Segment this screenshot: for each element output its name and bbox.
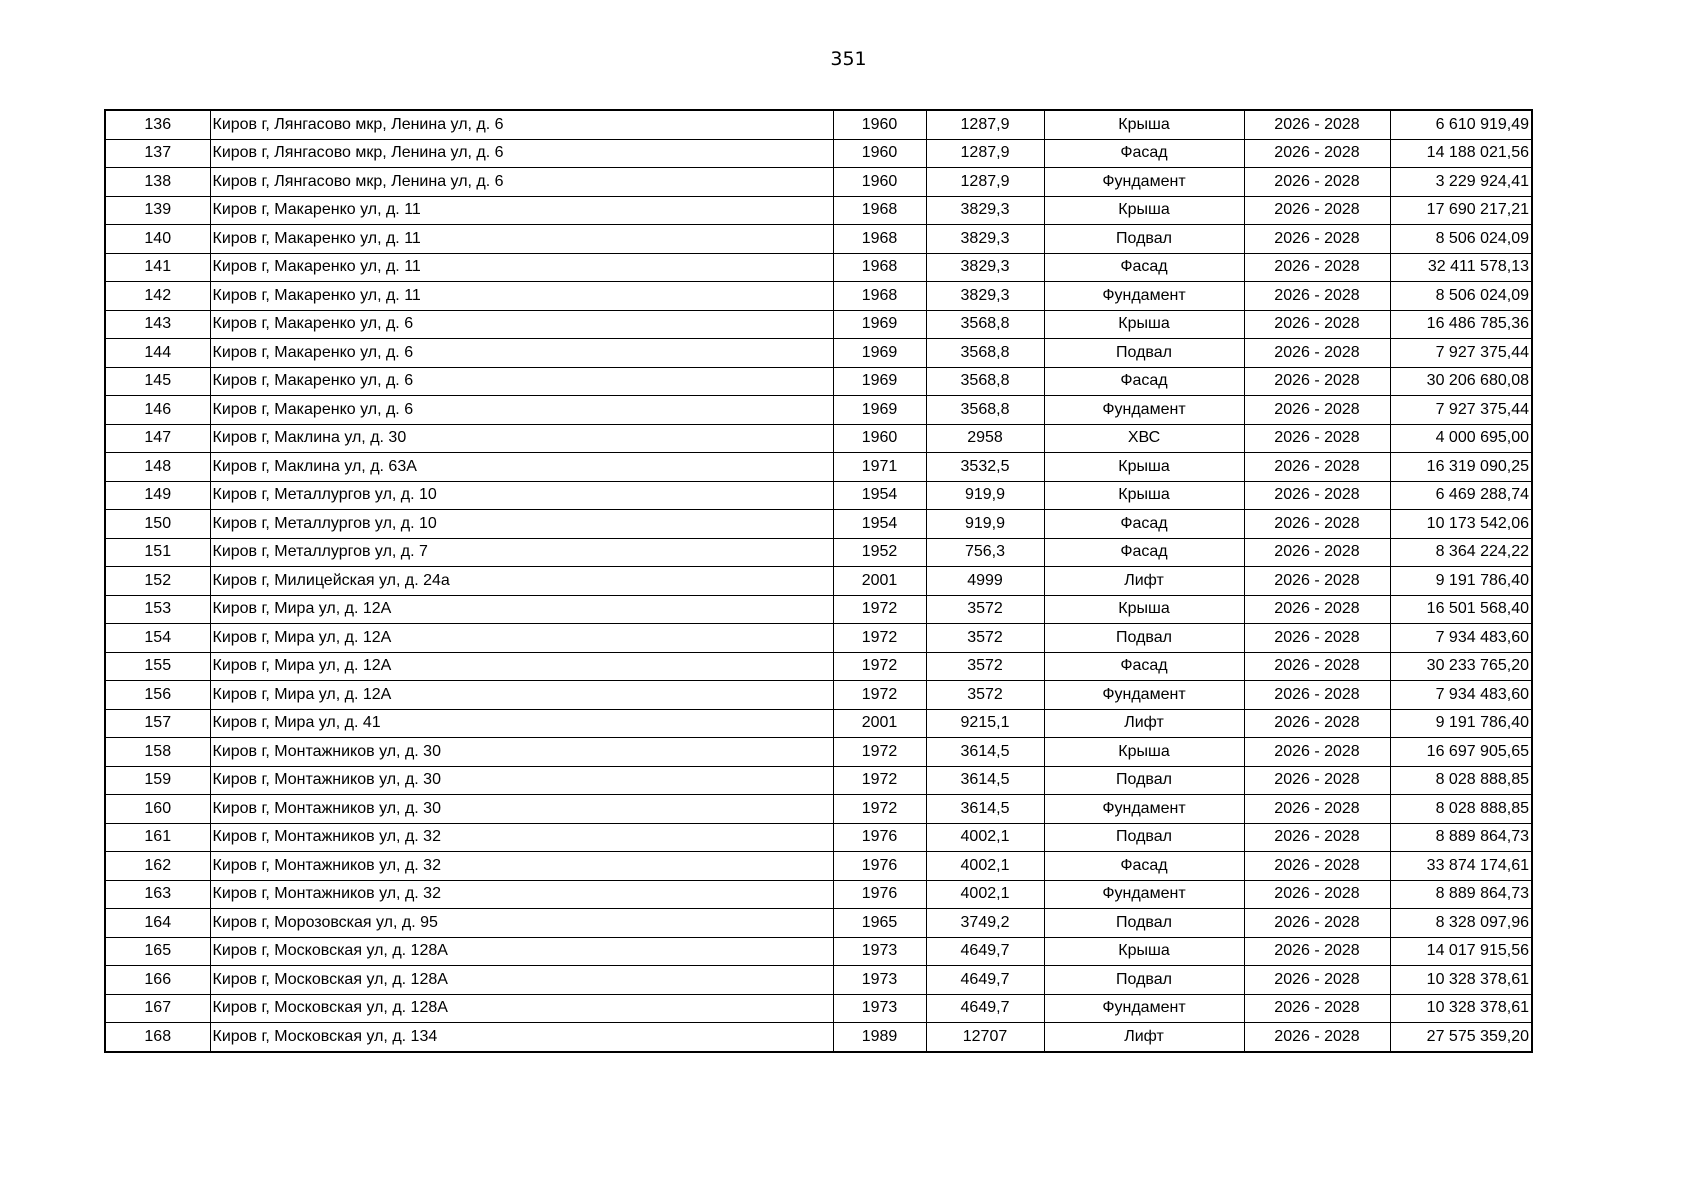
- period-cell: 2026 - 2028: [1244, 1023, 1390, 1052]
- area-cell: 756,3: [926, 538, 1044, 567]
- area-cell: 3614,5: [926, 738, 1044, 767]
- table-row: [105, 196, 1532, 225]
- address-cell: Киров г, Макаренко ул, д. 11: [210, 282, 833, 311]
- period-cell: 2026 - 2028: [1244, 909, 1390, 938]
- cost-cell: 8 028 888,85: [1390, 766, 1532, 795]
- row-number-cell: 164: [105, 909, 210, 938]
- area-cell: 1287,9: [926, 110, 1044, 139]
- cost-cell: 16 319 090,25: [1390, 453, 1532, 482]
- work-type-cell: Фасад: [1044, 852, 1244, 881]
- cost-cell: 8 506 024,09: [1390, 225, 1532, 254]
- year-built-cell: 1972: [833, 652, 926, 681]
- row-number-cell: 168: [105, 1023, 210, 1052]
- cost-cell: 3 229 924,41: [1390, 168, 1532, 197]
- table-row: [105, 396, 1532, 425]
- cost-cell: 30 233 765,20: [1390, 652, 1532, 681]
- work-type-cell: Подвал: [1044, 909, 1244, 938]
- address-cell: Киров г, Морозовская ул, д. 95: [210, 909, 833, 938]
- period-cell: 2026 - 2028: [1244, 738, 1390, 767]
- address-cell: Киров г, Лянгасово мкр, Ленина ул, д. 6: [210, 139, 833, 168]
- address-cell: Киров г, Московская ул, д. 128А: [210, 994, 833, 1023]
- row-number-cell: 151: [105, 538, 210, 567]
- cost-cell: 8 364 224,22: [1390, 538, 1532, 567]
- table-row: [105, 681, 1532, 710]
- area-cell: 4002,1: [926, 880, 1044, 909]
- address-cell: Киров г, Макаренко ул, д. 6: [210, 310, 833, 339]
- area-cell: 9215,1: [926, 709, 1044, 738]
- row-number-cell: 162: [105, 852, 210, 881]
- address-cell: Киров г, Лянгасово мкр, Ленина ул, д. 6: [210, 110, 833, 139]
- table-row: [105, 481, 1532, 510]
- year-built-cell: 1960: [833, 424, 926, 453]
- address-cell: Киров г, Милицейская ул, д. 24а: [210, 567, 833, 596]
- year-built-cell: 1972: [833, 624, 926, 653]
- row-number-cell: 138: [105, 168, 210, 197]
- work-type-cell: Крыша: [1044, 595, 1244, 624]
- row-number-cell: 167: [105, 994, 210, 1023]
- year-built-cell: 1960: [833, 110, 926, 139]
- work-type-cell: Крыша: [1044, 310, 1244, 339]
- table-row: [105, 168, 1532, 197]
- period-cell: 2026 - 2028: [1244, 823, 1390, 852]
- address-cell: Киров г, Макаренко ул, д. 6: [210, 367, 833, 396]
- cost-cell: 16 486 785,36: [1390, 310, 1532, 339]
- row-number-cell: 163: [105, 880, 210, 909]
- row-number-cell: 161: [105, 823, 210, 852]
- cost-cell: 10 173 542,06: [1390, 510, 1532, 539]
- address-cell: Киров г, Московская ул, д. 134: [210, 1023, 833, 1052]
- cost-cell: 8 028 888,85: [1390, 795, 1532, 824]
- year-built-cell: 1972: [833, 738, 926, 767]
- address-cell: Киров г, Металлургов ул, д. 10: [210, 481, 833, 510]
- cost-cell: 4 000 695,00: [1390, 424, 1532, 453]
- row-number-cell: 150: [105, 510, 210, 539]
- year-built-cell: 1969: [833, 367, 926, 396]
- address-cell: Киров г, Монтажников ул, д. 32: [210, 880, 833, 909]
- table-row: [105, 110, 1532, 139]
- table-row: [105, 367, 1532, 396]
- address-cell: Киров г, Макаренко ул, д. 11: [210, 253, 833, 282]
- work-type-cell: Фасад: [1044, 510, 1244, 539]
- year-built-cell: 1968: [833, 196, 926, 225]
- year-built-cell: 1969: [833, 310, 926, 339]
- year-built-cell: 1952: [833, 538, 926, 567]
- row-number-cell: 157: [105, 709, 210, 738]
- cost-cell: 8 889 864,73: [1390, 880, 1532, 909]
- table-row: [105, 1023, 1532, 1052]
- work-type-cell: Лифт: [1044, 709, 1244, 738]
- table-row: [105, 909, 1532, 938]
- table-row: [105, 538, 1532, 567]
- table-row: [105, 139, 1532, 168]
- table-row: [105, 253, 1532, 282]
- cost-cell: 17 690 217,21: [1390, 196, 1532, 225]
- work-type-cell: Крыша: [1044, 110, 1244, 139]
- period-cell: 2026 - 2028: [1244, 795, 1390, 824]
- work-type-cell: Подвал: [1044, 766, 1244, 795]
- row-number-cell: 136: [105, 110, 210, 139]
- work-type-cell: Фундамент: [1044, 795, 1244, 824]
- area-cell: 3568,8: [926, 339, 1044, 368]
- address-cell: Киров г, Мира ул, д. 12А: [210, 681, 833, 710]
- address-cell: Киров г, Монтажников ул, д. 32: [210, 823, 833, 852]
- period-cell: 2026 - 2028: [1244, 652, 1390, 681]
- work-type-cell: Подвал: [1044, 225, 1244, 254]
- period-cell: 2026 - 2028: [1244, 424, 1390, 453]
- row-number-cell: 156: [105, 681, 210, 710]
- area-cell: 3568,8: [926, 367, 1044, 396]
- table-row: [105, 424, 1532, 453]
- address-cell: Киров г, Монтажников ул, д. 32: [210, 852, 833, 881]
- year-built-cell: 1973: [833, 966, 926, 995]
- address-cell: Киров г, Макаренко ул, д. 11: [210, 225, 833, 254]
- cost-cell: 14 188 021,56: [1390, 139, 1532, 168]
- cost-cell: 9 191 786,40: [1390, 709, 1532, 738]
- period-cell: 2026 - 2028: [1244, 139, 1390, 168]
- cost-cell: 7 934 483,60: [1390, 624, 1532, 653]
- address-cell: Киров г, Макаренко ул, д. 6: [210, 396, 833, 425]
- address-cell: Киров г, Московская ул, д. 128А: [210, 937, 833, 966]
- work-type-cell: Фундамент: [1044, 282, 1244, 311]
- work-type-cell: Подвал: [1044, 339, 1244, 368]
- address-cell: Киров г, Маклина ул, д. 30: [210, 424, 833, 453]
- cost-cell: 7 927 375,44: [1390, 339, 1532, 368]
- area-cell: 3532,5: [926, 453, 1044, 482]
- work-type-cell: Подвал: [1044, 823, 1244, 852]
- area-cell: 3572: [926, 652, 1044, 681]
- work-type-cell: Крыша: [1044, 196, 1244, 225]
- cost-cell: 16 501 568,40: [1390, 595, 1532, 624]
- area-cell: 3829,3: [926, 253, 1044, 282]
- year-built-cell: 1972: [833, 766, 926, 795]
- area-cell: 3572: [926, 595, 1044, 624]
- address-cell: Киров г, Мира ул, д. 12А: [210, 652, 833, 681]
- row-number-cell: 155: [105, 652, 210, 681]
- year-built-cell: 1972: [833, 795, 926, 824]
- area-cell: 3829,3: [926, 282, 1044, 311]
- table-row: [105, 652, 1532, 681]
- row-number-cell: 166: [105, 966, 210, 995]
- table-row: [105, 795, 1532, 824]
- cost-cell: 10 328 378,61: [1390, 966, 1532, 995]
- period-cell: 2026 - 2028: [1244, 937, 1390, 966]
- table-row: [105, 595, 1532, 624]
- year-built-cell: 1969: [833, 396, 926, 425]
- table-row: [105, 823, 1532, 852]
- area-cell: 3568,8: [926, 310, 1044, 339]
- year-built-cell: 1954: [833, 510, 926, 539]
- table-row: [105, 937, 1532, 966]
- cost-cell: 32 411 578,13: [1390, 253, 1532, 282]
- period-cell: 2026 - 2028: [1244, 624, 1390, 653]
- period-cell: 2026 - 2028: [1244, 994, 1390, 1023]
- period-cell: 2026 - 2028: [1244, 453, 1390, 482]
- row-number-cell: 140: [105, 225, 210, 254]
- row-number-cell: 143: [105, 310, 210, 339]
- year-built-cell: 1968: [833, 253, 926, 282]
- row-number-cell: 141: [105, 253, 210, 282]
- cost-cell: 10 328 378,61: [1390, 994, 1532, 1023]
- work-type-cell: ХВС: [1044, 424, 1244, 453]
- cost-cell: 6 610 919,49: [1390, 110, 1532, 139]
- table-row: [105, 624, 1532, 653]
- row-number-cell: 144: [105, 339, 210, 368]
- period-cell: 2026 - 2028: [1244, 538, 1390, 567]
- period-cell: 2026 - 2028: [1244, 196, 1390, 225]
- area-cell: 3572: [926, 624, 1044, 653]
- year-built-cell: 1954: [833, 481, 926, 510]
- row-number-cell: 159: [105, 766, 210, 795]
- year-built-cell: 1976: [833, 823, 926, 852]
- address-cell: Киров г, Монтажников ул, д. 30: [210, 766, 833, 795]
- table-row: [105, 310, 1532, 339]
- work-type-cell: Фасад: [1044, 253, 1244, 282]
- work-type-cell: Фасад: [1044, 367, 1244, 396]
- work-type-cell: Фундамент: [1044, 880, 1244, 909]
- row-number-cell: 137: [105, 139, 210, 168]
- work-type-cell: Крыша: [1044, 937, 1244, 966]
- address-cell: Киров г, Лянгасово мкр, Ленина ул, д. 6: [210, 168, 833, 197]
- table-row: [105, 852, 1532, 881]
- year-built-cell: 2001: [833, 709, 926, 738]
- area-cell: 919,9: [926, 510, 1044, 539]
- period-cell: 2026 - 2028: [1244, 282, 1390, 311]
- period-cell: 2026 - 2028: [1244, 880, 1390, 909]
- table-row: [105, 880, 1532, 909]
- address-cell: Киров г, Металлургов ул, д. 10: [210, 510, 833, 539]
- row-number-cell: 147: [105, 424, 210, 453]
- year-built-cell: 1972: [833, 595, 926, 624]
- table-row: [105, 225, 1532, 254]
- period-cell: 2026 - 2028: [1244, 852, 1390, 881]
- row-number-cell: 142: [105, 282, 210, 311]
- year-built-cell: 2001: [833, 567, 926, 596]
- row-number-cell: 160: [105, 795, 210, 824]
- area-cell: 3614,5: [926, 766, 1044, 795]
- row-number-cell: 165: [105, 937, 210, 966]
- work-type-cell: Фундамент: [1044, 994, 1244, 1023]
- area-cell: 4649,7: [926, 937, 1044, 966]
- cost-cell: 7 927 375,44: [1390, 396, 1532, 425]
- period-cell: 2026 - 2028: [1244, 168, 1390, 197]
- address-cell: Киров г, Металлургов ул, д. 7: [210, 538, 833, 567]
- period-cell: 2026 - 2028: [1244, 681, 1390, 710]
- work-type-cell: Крыша: [1044, 738, 1244, 767]
- area-cell: 12707: [926, 1023, 1044, 1052]
- year-built-cell: 1971: [833, 453, 926, 482]
- work-type-cell: Подвал: [1044, 966, 1244, 995]
- table-row: [105, 339, 1532, 368]
- address-cell: Киров г, Макаренко ул, д. 11: [210, 196, 833, 225]
- cost-cell: 14 017 915,56: [1390, 937, 1532, 966]
- work-type-cell: Подвал: [1044, 624, 1244, 653]
- year-built-cell: 1969: [833, 339, 926, 368]
- address-cell: Киров г, Макаренко ул, д. 6: [210, 339, 833, 368]
- period-cell: 2026 - 2028: [1244, 966, 1390, 995]
- area-cell: 3829,3: [926, 225, 1044, 254]
- period-cell: 2026 - 2028: [1244, 310, 1390, 339]
- row-number-cell: 149: [105, 481, 210, 510]
- row-number-cell: 139: [105, 196, 210, 225]
- address-cell: Киров г, Монтажников ул, д. 30: [210, 738, 833, 767]
- year-built-cell: 1973: [833, 994, 926, 1023]
- cost-cell: 8 889 864,73: [1390, 823, 1532, 852]
- area-cell: 2958: [926, 424, 1044, 453]
- cost-cell: 16 697 905,65: [1390, 738, 1532, 767]
- row-number-cell: 146: [105, 396, 210, 425]
- table-row: [105, 766, 1532, 795]
- area-cell: 3572: [926, 681, 1044, 710]
- period-cell: 2026 - 2028: [1244, 595, 1390, 624]
- row-number-cell: 154: [105, 624, 210, 653]
- area-cell: 3568,8: [926, 396, 1044, 425]
- cost-cell: 7 934 483,60: [1390, 681, 1532, 710]
- row-number-cell: 148: [105, 453, 210, 482]
- period-cell: 2026 - 2028: [1244, 766, 1390, 795]
- period-cell: 2026 - 2028: [1244, 110, 1390, 139]
- table-row: [105, 994, 1532, 1023]
- year-built-cell: 1973: [833, 937, 926, 966]
- year-built-cell: 1968: [833, 225, 926, 254]
- cost-cell: 6 469 288,74: [1390, 481, 1532, 510]
- table-row: [105, 966, 1532, 995]
- address-cell: Киров г, Московская ул, д. 128А: [210, 966, 833, 995]
- area-cell: 4649,7: [926, 994, 1044, 1023]
- area-cell: 3829,3: [926, 196, 1044, 225]
- period-cell: 2026 - 2028: [1244, 510, 1390, 539]
- row-number-cell: 153: [105, 595, 210, 624]
- row-number-cell: 152: [105, 567, 210, 596]
- area-cell: 1287,9: [926, 139, 1044, 168]
- work-type-cell: Фундамент: [1044, 396, 1244, 425]
- work-type-cell: Фасад: [1044, 652, 1244, 681]
- address-cell: Киров г, Маклина ул, д. 63А: [210, 453, 833, 482]
- work-type-cell: Фасад: [1044, 139, 1244, 168]
- table-row: [105, 709, 1532, 738]
- table-row: [105, 282, 1532, 311]
- table-row: [105, 567, 1532, 596]
- table-body: [105, 110, 1532, 1052]
- repair-registry-table: [104, 109, 1533, 1053]
- work-type-cell: Крыша: [1044, 481, 1244, 510]
- row-number-cell: 158: [105, 738, 210, 767]
- period-cell: 2026 - 2028: [1244, 709, 1390, 738]
- year-built-cell: 1976: [833, 852, 926, 881]
- period-cell: 2026 - 2028: [1244, 481, 1390, 510]
- year-built-cell: 1968: [833, 282, 926, 311]
- address-cell: Киров г, Мира ул, д. 12А: [210, 624, 833, 653]
- table-row: [105, 510, 1532, 539]
- work-type-cell: Лифт: [1044, 1023, 1244, 1052]
- area-cell: 919,9: [926, 481, 1044, 510]
- address-cell: Киров г, Монтажников ул, д. 30: [210, 795, 833, 824]
- cost-cell: 8 506 024,09: [1390, 282, 1532, 311]
- cost-cell: 30 206 680,08: [1390, 367, 1532, 396]
- period-cell: 2026 - 2028: [1244, 225, 1390, 254]
- cost-cell: 33 874 174,61: [1390, 852, 1532, 881]
- year-built-cell: 1976: [833, 880, 926, 909]
- work-type-cell: Крыша: [1044, 453, 1244, 482]
- work-type-cell: Фундамент: [1044, 168, 1244, 197]
- area-cell: 4999: [926, 567, 1044, 596]
- area-cell: 1287,9: [926, 168, 1044, 197]
- address-cell: Киров г, Мира ул, д. 12А: [210, 595, 833, 624]
- row-number-cell: 145: [105, 367, 210, 396]
- year-built-cell: 1989: [833, 1023, 926, 1052]
- work-type-cell: Фундамент: [1044, 681, 1244, 710]
- cost-cell: 27 575 359,20: [1390, 1023, 1532, 1052]
- area-cell: 3614,5: [926, 795, 1044, 824]
- table-row: [105, 738, 1532, 767]
- area-cell: 4002,1: [926, 823, 1044, 852]
- year-built-cell: 1972: [833, 681, 926, 710]
- address-cell: Киров г, Мира ул, д. 41: [210, 709, 833, 738]
- period-cell: 2026 - 2028: [1244, 396, 1390, 425]
- period-cell: 2026 - 2028: [1244, 339, 1390, 368]
- area-cell: 4649,7: [926, 966, 1044, 995]
- period-cell: 2026 - 2028: [1244, 567, 1390, 596]
- year-built-cell: 1960: [833, 139, 926, 168]
- cost-cell: 9 191 786,40: [1390, 567, 1532, 596]
- period-cell: 2026 - 2028: [1244, 367, 1390, 396]
- period-cell: 2026 - 2028: [1244, 253, 1390, 282]
- area-cell: 3749,2: [926, 909, 1044, 938]
- year-built-cell: 1965: [833, 909, 926, 938]
- work-type-cell: Лифт: [1044, 567, 1244, 596]
- year-built-cell: 1960: [833, 168, 926, 197]
- work-type-cell: Фасад: [1044, 538, 1244, 567]
- area-cell: 4002,1: [926, 852, 1044, 881]
- cost-cell: 8 328 097,96: [1390, 909, 1532, 938]
- table-row: [105, 453, 1532, 482]
- page-number: 351: [830, 48, 867, 70]
